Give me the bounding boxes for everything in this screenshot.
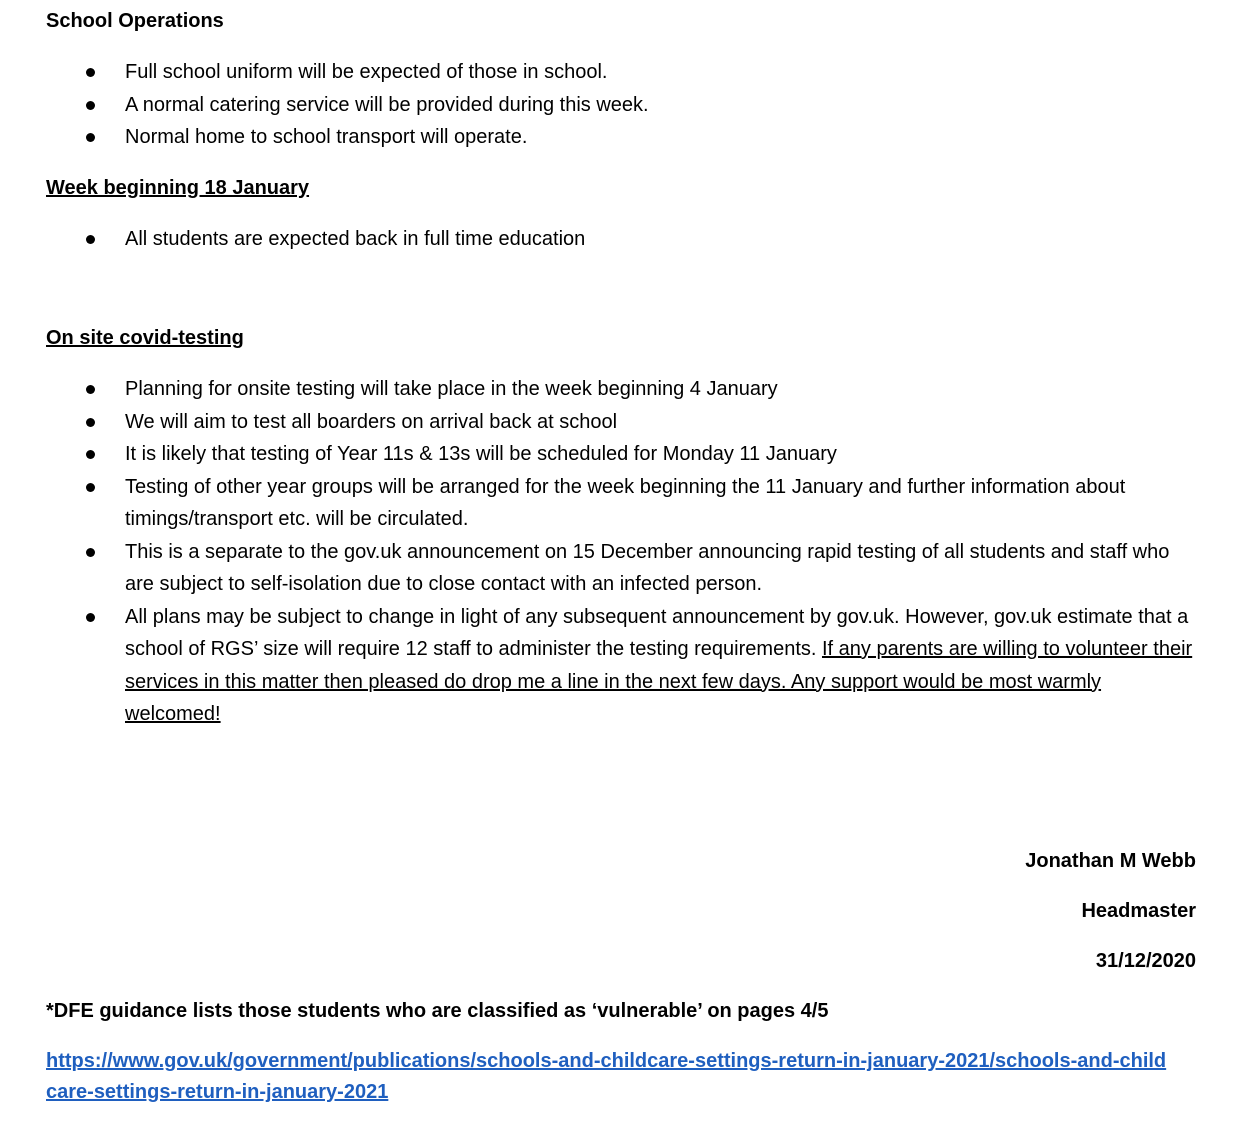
list-item [0,601,1248,731]
list-item: Testing of other year groups will be arranged for the week beginning the 11 January and further information about timings/transport etc. will be circulated. [0,471,1248,536]
school-operations-heading: School Operations [46,10,224,32]
covid-testing-list [0,373,1248,731]
list-item: It is likely that testing of Year 11s & 13s will be scheduled for Monday 11 January [0,438,1248,471]
list-item: All students are expected back in full time education [0,223,1248,256]
guidance-link[interactable]: https://www.gov.uk/government/publications/schools-and-childcare-settings-return-in-january-2021/schools-and-childcare-settings-return-in-january-2021 [46,1050,1167,1103]
list-item-text: All plans may be subject to change in light of any subsequent announcement by gov.uk. However, gov.uk estimate that a school of RGS’ size will require 12 staff to administer the testing requirements. [125,605,1189,660]
signature-date: 31/12/2020 [1095,950,1196,972]
bullet-icon [86,133,95,142]
list-item: Full school uniform will be expected of those in school. [0,56,1248,89]
bullet-icon [86,613,95,622]
bullet-icon [86,450,95,459]
signature-title: Headmaster [1081,900,1196,922]
list-item: Planning for onsite testing will take place in the week beginning 4 January [0,373,1248,406]
week-18-heading: Week beginning 18 January [46,177,310,199]
list-item: Normal home to school transport will operate. [0,121,1248,154]
volunteer-request-text: If any parents are willing to volunteer their services in this matter then pleased do drop me a line in the next few days. Any support would be most warmly welcomed! [125,638,1193,725]
list-item: This is a separate to the gov.uk announcement on 15 December announcing rapid testing of all students and staff who are subject to self-isolation due to close contact with an infected person. [0,536,1248,601]
footnote: *DFE guidance lists those students who are classified as ‘vulnerable’ on pages 4/5 [46,1000,829,1022]
week-18-list [0,223,1248,256]
list-item: We will aim to test all boarders on arrival back at school [0,406,1248,439]
bullet-icon [86,68,95,77]
covid-testing-heading: On site covid-testing [46,327,244,349]
bullet-icon [86,418,95,427]
bullet-icon [86,235,95,244]
bullet-icon [86,483,95,492]
bullet-icon [86,385,95,394]
bullet-icon [86,101,95,110]
school-operations-list [0,56,1248,154]
list-item: A normal catering service will be provided during this week. [0,89,1248,122]
bullet-icon [86,548,95,557]
signature-name: Jonathan M Webb [1025,850,1196,872]
